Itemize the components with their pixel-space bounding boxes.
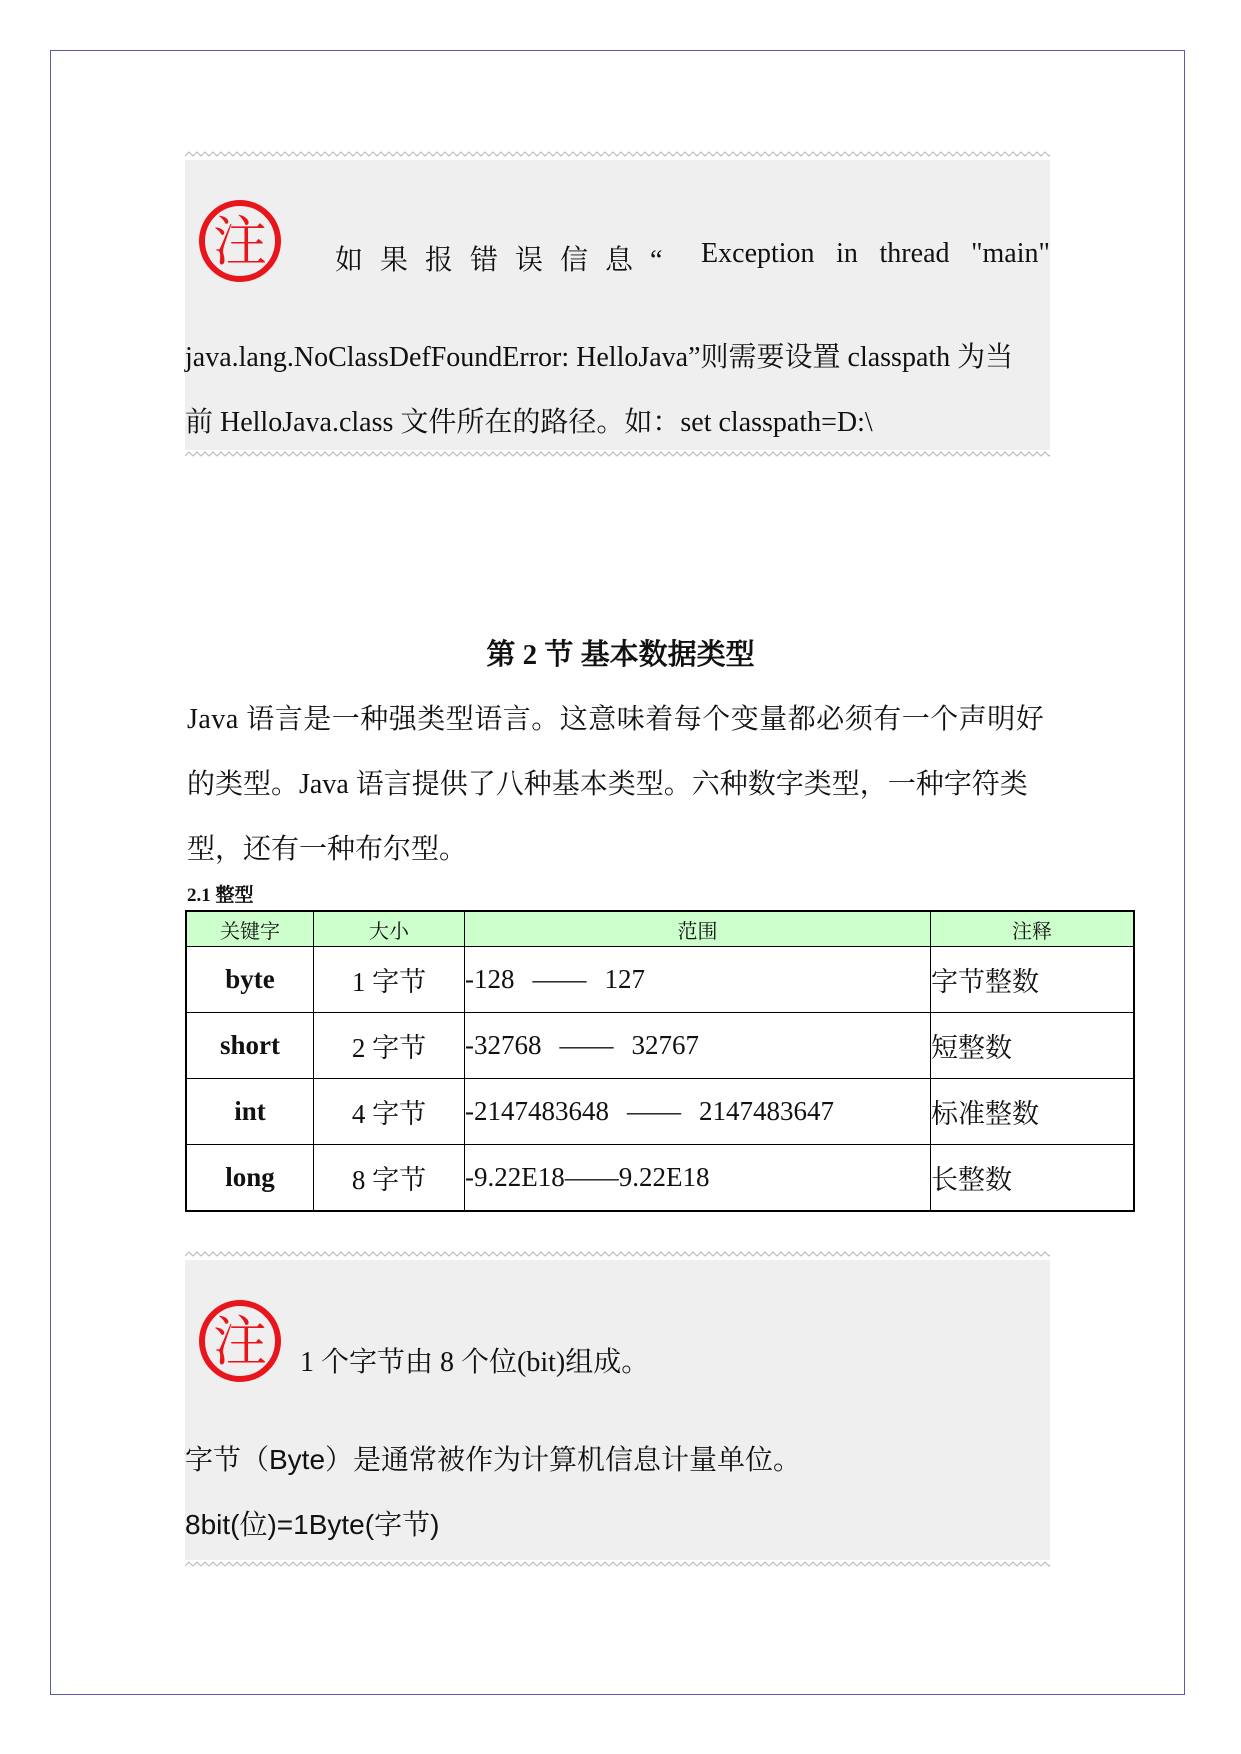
- stamp-char: 注: [213, 210, 267, 273]
- zhu-stamp-icon: [197, 1298, 283, 1384]
- note-line-3: 8bit(位)=1Byte(字节): [185, 1509, 440, 1540]
- note-word-thread: thread: [879, 238, 950, 269]
- range-min: -128: [465, 964, 515, 994]
- paragraph-line-3: 型，还有一种布尔型。: [187, 834, 468, 865]
- range-separator: ——: [564, 1162, 619, 1192]
- header-range: 范围: [465, 911, 931, 947]
- paragraph-line-1: Java 语言是一种强类型语言。这意味着每个变量都必须有一个声明好: [187, 704, 1045, 735]
- table-row: [186, 1013, 1134, 1079]
- table-header-row: [186, 911, 1134, 947]
- table-caption: 2.1 整型: [187, 885, 254, 906]
- cell-size: 4 字节: [314, 1079, 465, 1145]
- note-line-2: 字节（Byte）是通常被作为计算机信息计量单位。: [185, 1444, 802, 1475]
- cell-keyword: int: [186, 1079, 314, 1145]
- range-max: 127: [604, 964, 645, 994]
- zigzag-line: [185, 152, 1050, 156]
- cell-keyword: byte: [186, 947, 314, 1013]
- note-box-byte: [185, 1260, 1050, 1560]
- range-separator: ——: [532, 964, 587, 994]
- zigzag-line: [185, 1562, 1050, 1566]
- note-word-exception: Exception: [701, 238, 815, 269]
- stamp-char: 注: [213, 1310, 267, 1373]
- note-word-main: "main": [971, 238, 1050, 269]
- range-min: -9.22E18: [465, 1162, 565, 1192]
- zigzag-line: [185, 1252, 1050, 1256]
- header-size: 大小: [314, 911, 465, 947]
- note-line-3: 前 HelloJava.class 文件所在的路径。如：set classpath=D:\: [185, 407, 873, 438]
- cell-range: [465, 947, 931, 1013]
- zigzag-line: [185, 452, 1050, 456]
- note-line-1: [335, 238, 1050, 278]
- zigzag-bottom-edge: [185, 450, 1050, 460]
- range-max: 9.22E18: [618, 1162, 710, 1192]
- cell-size: 2 字节: [314, 1013, 465, 1079]
- range-separator: ——: [627, 1096, 681, 1126]
- cell-size: 1 字节: [314, 947, 465, 1013]
- note-line-1: 1 个字节由 8 个位(bit)组成。: [300, 1347, 650, 1378]
- zigzag-top-edge: [185, 1250, 1050, 1260]
- cell-range: [465, 1145, 931, 1212]
- zhu-stamp-icon: [197, 198, 283, 284]
- zigzag-bottom-edge: [185, 1560, 1050, 1570]
- range-min: -2147483648: [465, 1096, 609, 1126]
- header-keyword: 关键字: [186, 911, 314, 947]
- cell-note: 标准整数: [931, 1079, 1135, 1145]
- range-max: 32767: [631, 1030, 699, 1060]
- note-word-in: in: [836, 238, 858, 269]
- cell-note: 字节整数: [931, 947, 1135, 1013]
- note-box-classpath: [185, 160, 1050, 450]
- section-title: 第 2 节 基本数据类型: [486, 639, 755, 671]
- table-row: [186, 1145, 1134, 1212]
- cell-range: [465, 1013, 931, 1079]
- cell-note: 短整数: [931, 1013, 1135, 1079]
- table-row: [186, 947, 1134, 1013]
- cell-keyword: long: [186, 1145, 314, 1212]
- range-separator: ——: [559, 1030, 614, 1060]
- integer-types-table: [185, 910, 1135, 1212]
- range-min: -32768: [465, 1030, 542, 1060]
- note-line-1-cjk: 如果报错误信息“: [335, 245, 680, 276]
- table-row: [186, 1079, 1134, 1145]
- paragraph-line-2: 的类型。Java 语言提供了八种基本类型。六种数字类型，一种字符类: [187, 769, 1028, 800]
- cell-keyword: short: [186, 1013, 314, 1079]
- note-line-2: java.lang.NoClassDefFoundError: HelloJava”则需要设置 classpath 为当: [185, 342, 1014, 373]
- zigzag-top-edge: [185, 150, 1050, 160]
- range-max: 2147483647: [699, 1096, 834, 1126]
- cell-range: [465, 1079, 931, 1145]
- header-note: 注释: [931, 911, 1135, 947]
- cell-size: 8 字节: [314, 1145, 465, 1212]
- cell-note: 长整数: [931, 1145, 1135, 1212]
